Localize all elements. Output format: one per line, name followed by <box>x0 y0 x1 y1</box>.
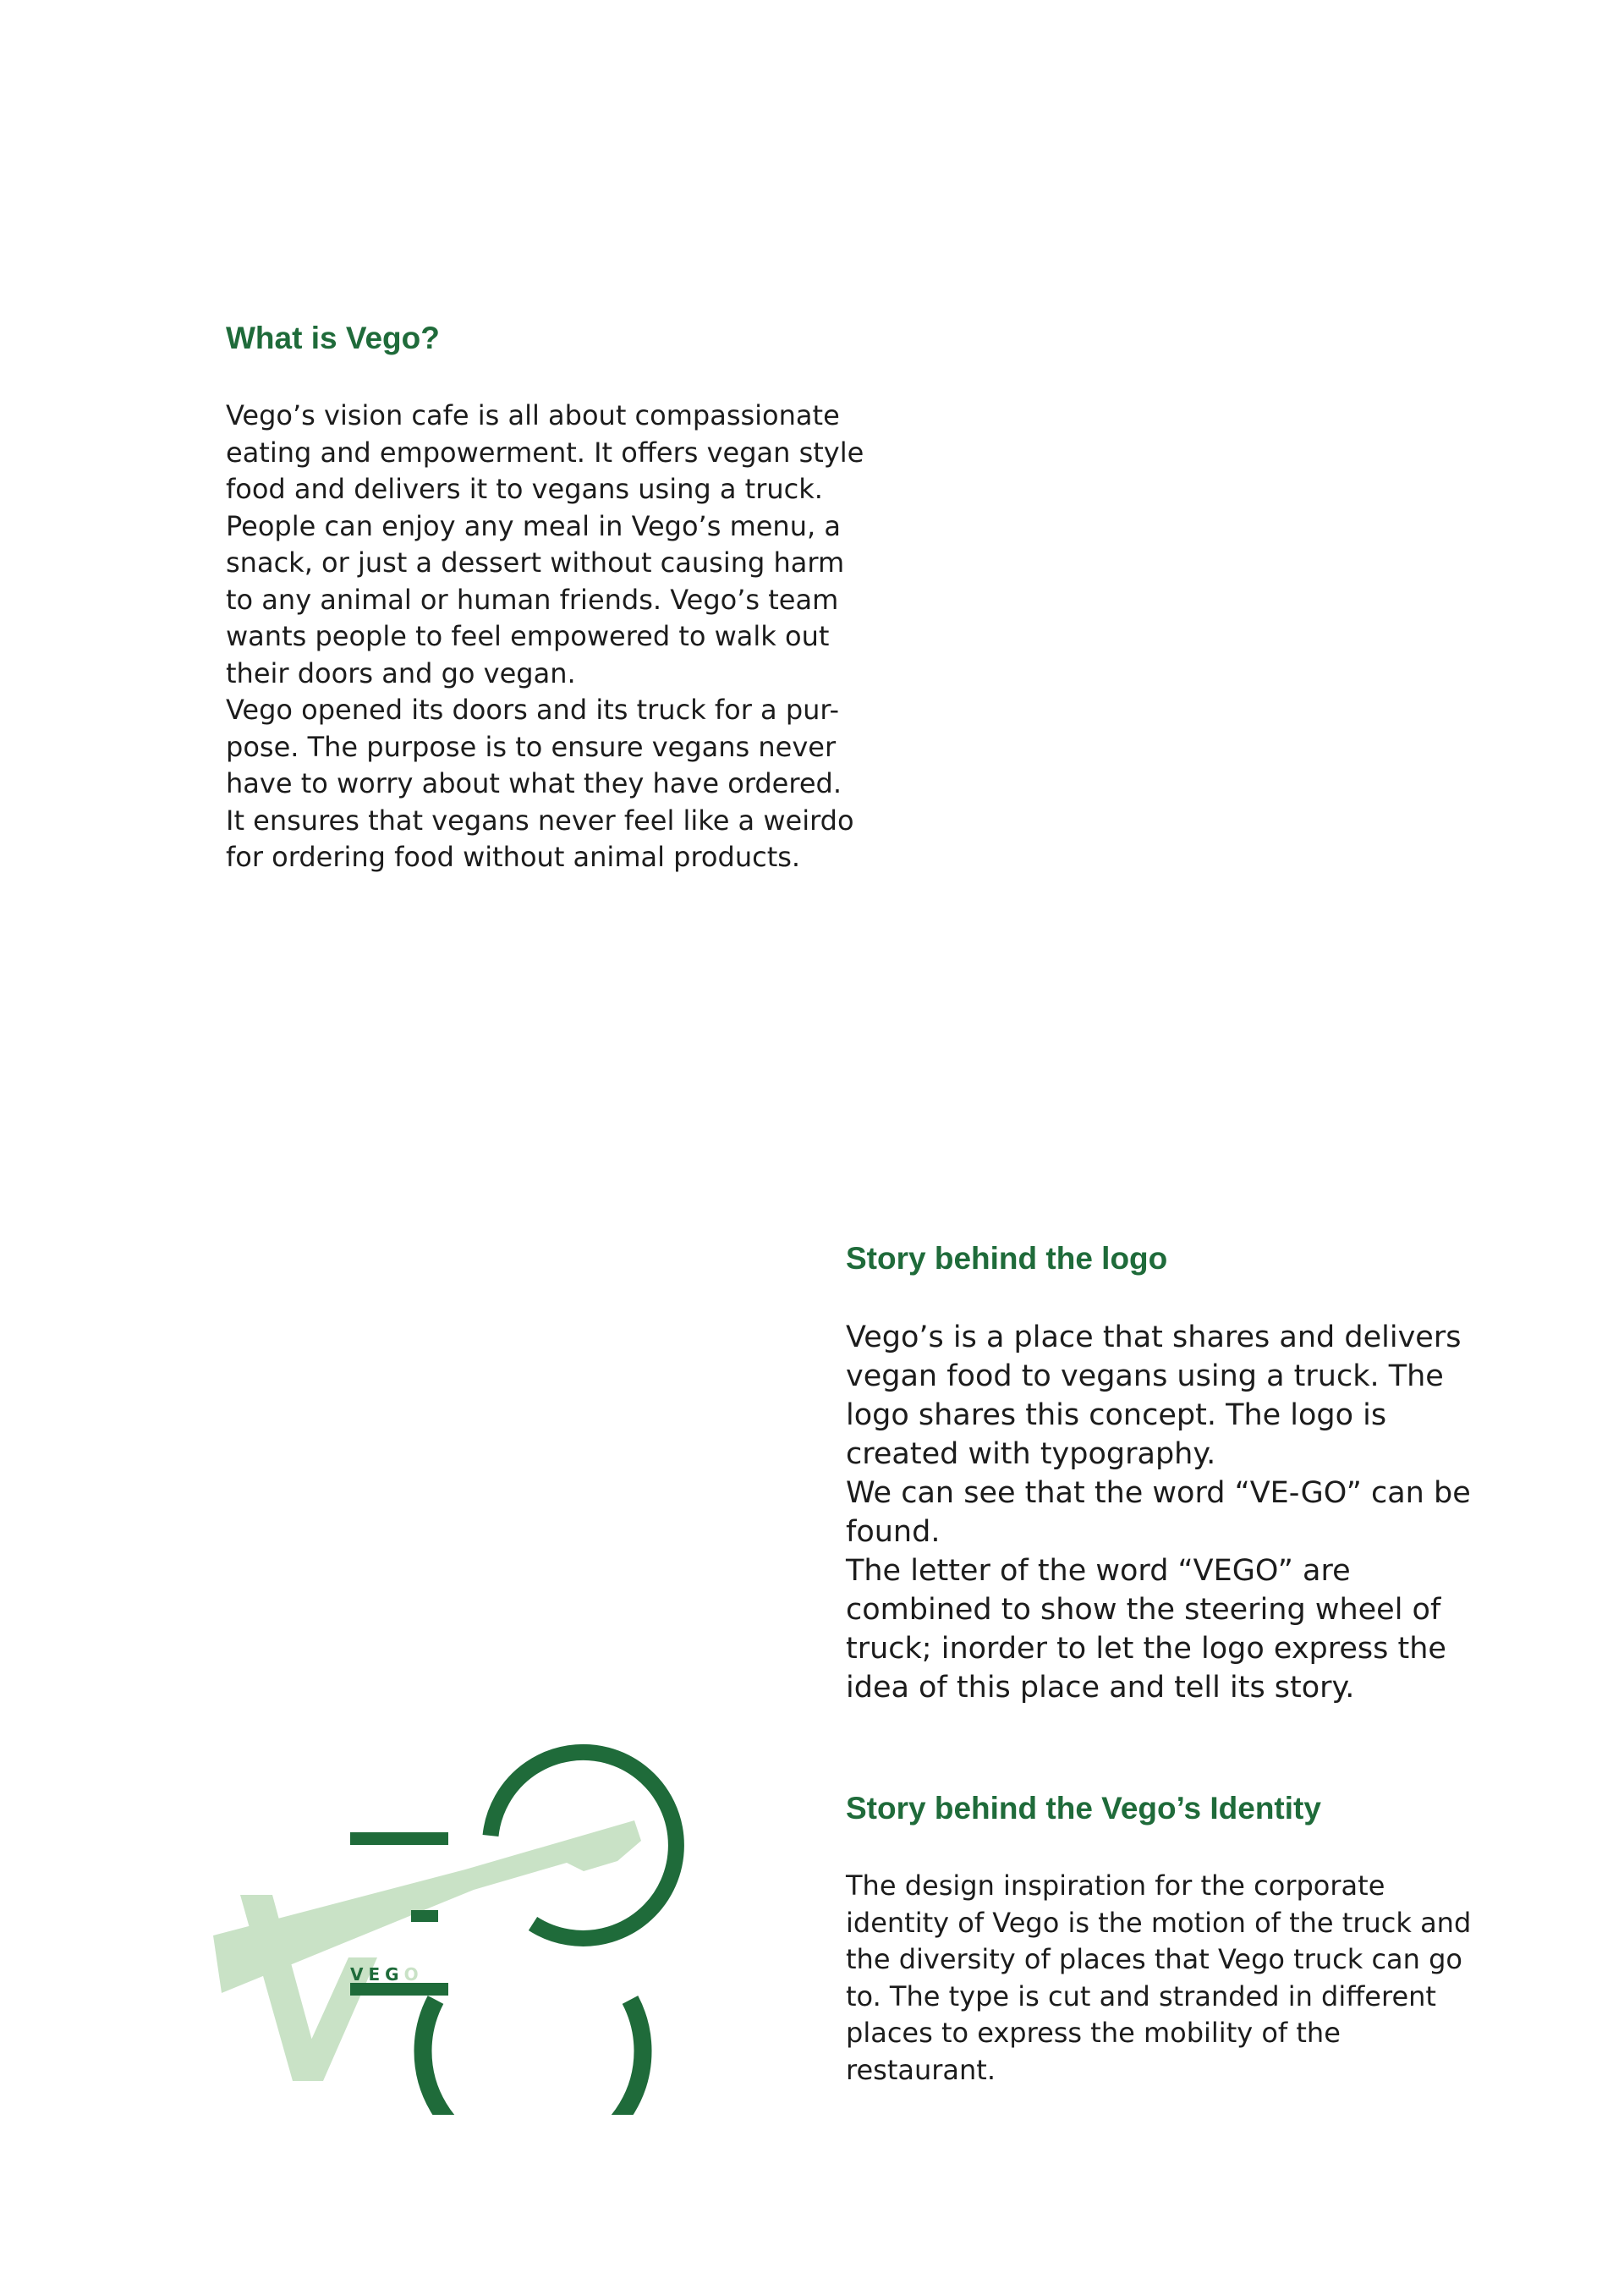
story-logo-body <box>846 1318 1472 1707</box>
dash-bar-lower <box>350 1983 448 1996</box>
story-logo-paragraph-3: The letter of the word “VEGO” are combined to show the steering wheel of truck; inorder to let the logo express the idea of this place and tell its story. <box>846 1554 1446 1705</box>
story-logo-heading: Story behind the logo <box>846 1241 1168 1276</box>
story-logo-paragraph-1: Vego’s is a place that shares and delivers vegan food to vegans using a truck. The logo shares this concept. The logo is created with typography. <box>846 1320 1462 1471</box>
story-identity-body <box>846 1868 1472 2089</box>
mini-wordmark-accent: O <box>403 1964 424 1985</box>
story-logo-section <box>846 1240 1472 1707</box>
mini-wordmark <box>350 1964 424 1985</box>
dash-bar-middle <box>411 1910 438 1922</box>
mini-wordmark-prefix: VEG <box>350 1964 404 1985</box>
letter-g-arc <box>423 2000 643 2115</box>
what-is-vego-paragraph-2: People can enjoy any meal in Vego’s menu, a snack, or just a dessert without causing harm to any animal or human friends. Vego’s team wants people to feel empowered to walk out their doors and go vegan. <box>226 509 845 689</box>
what-is-vego-paragraph-1: Vego’s vision cafe is all about compassionate eating and empowerment. It offers vegan style food and delivers it to vegans using a truck. <box>226 399 864 505</box>
what-is-vego-body <box>226 398 869 876</box>
what-is-vego-section <box>226 320 869 876</box>
vego-logo-artwork <box>211 1726 685 2115</box>
story-identity-heading: Story behind the Vego’s Identity <box>846 1791 1321 1826</box>
what-is-vego-paragraph-3: Vego opened its doors and its truck for a pur-pose. The purpose is to ensure vegans never have to worry about what they have ordered. It ensures that vegans never feel like a weirdo for ordering food without animal products. <box>226 694 854 873</box>
dark-green-layer <box>350 1752 676 2115</box>
what-is-vego-heading: What is Vego? <box>226 321 440 355</box>
dash-bar-top <box>350 1832 448 1845</box>
story-identity-section <box>846 1790 1472 2089</box>
story-logo-paragraph-2: We can see that the word “VE-GO” can be found. <box>846 1476 1471 1549</box>
story-identity-paragraph: The design inspiration for the corporate identity of Vego is the motion of the truck and the diversity of places that Vego truck can go to. The type is cut and stranded in different places to express the mobility of the restaurant. <box>846 1869 1472 2086</box>
